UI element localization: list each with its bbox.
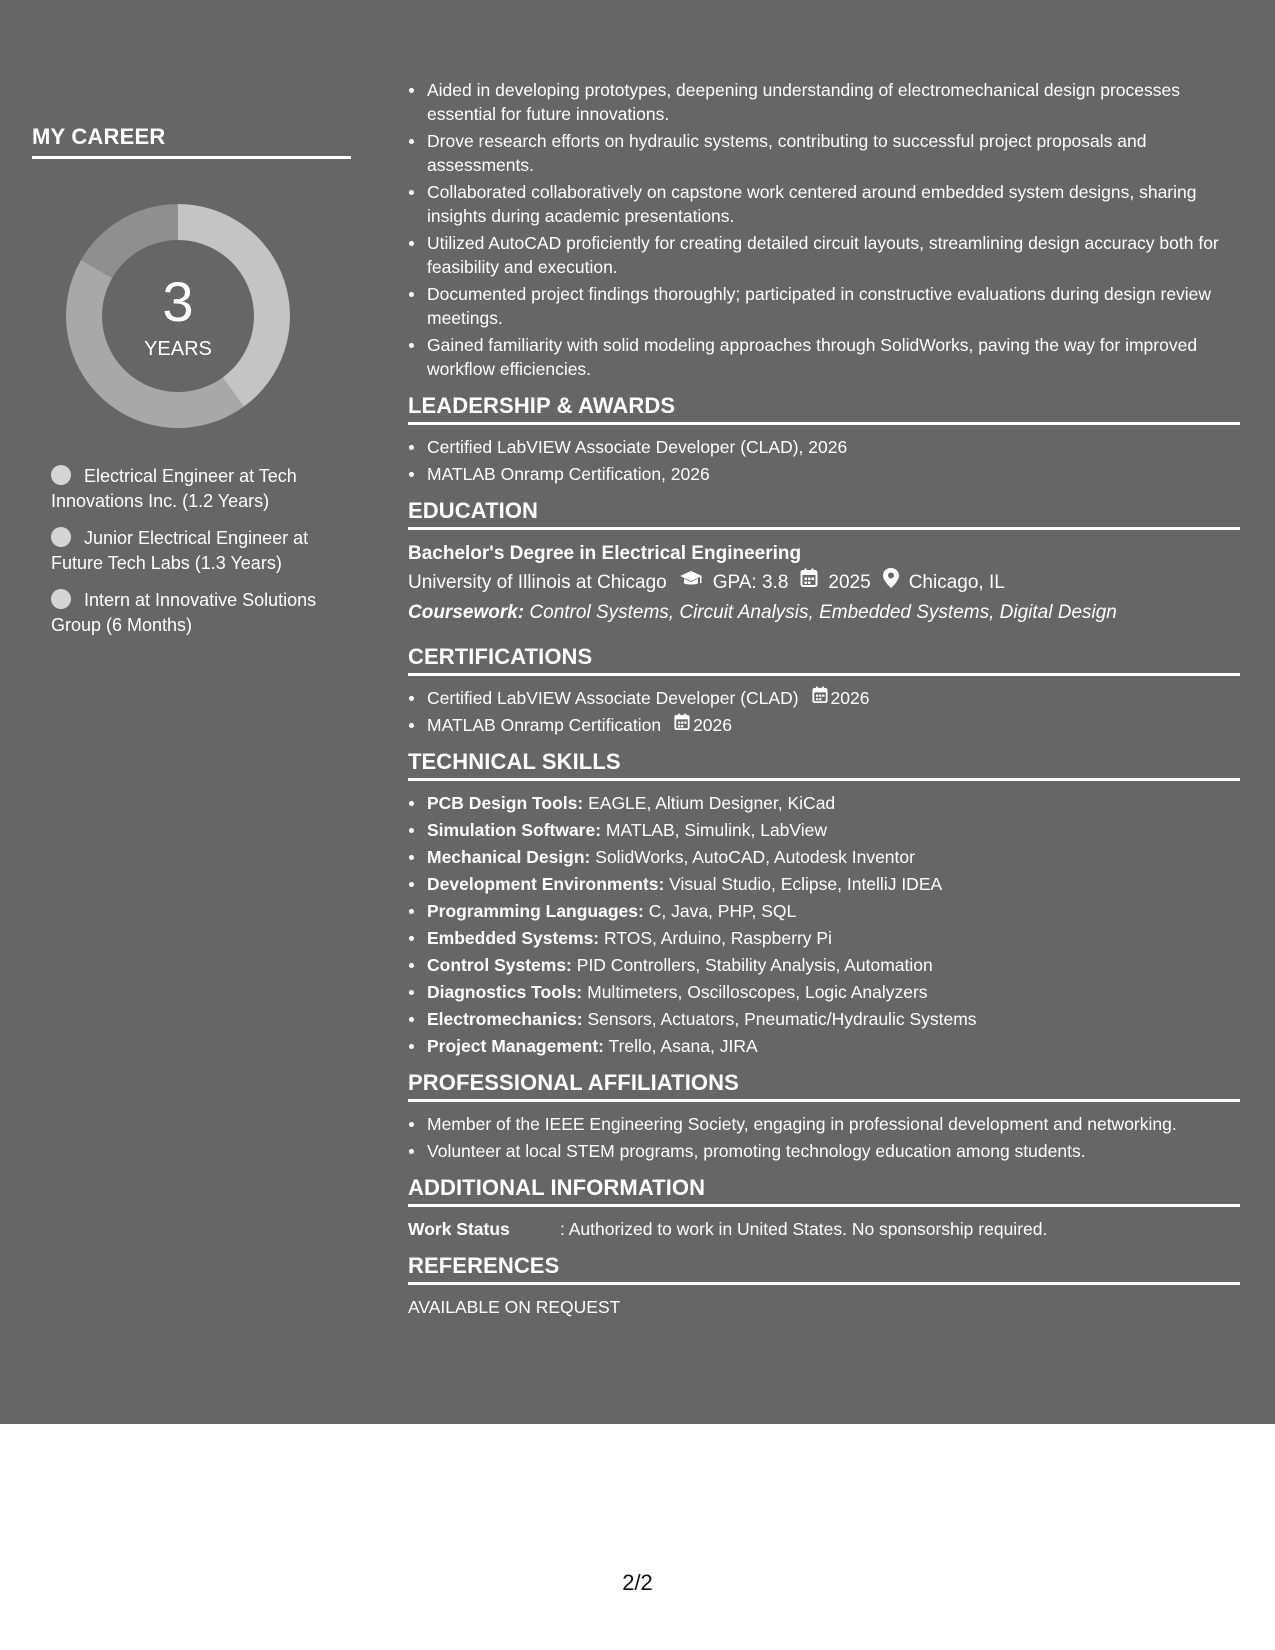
skill-label: Programming Languages: (427, 901, 644, 921)
career-item-text: Electrical Engineer at Tech Innovations Inc. (1.2 Years) (51, 466, 297, 511)
references-heading: REFERENCES (408, 1253, 1240, 1285)
education-degree: Bachelor's Degree in Electrical Engineering (408, 543, 802, 564)
skill-label: Diagnostics Tools: (427, 982, 583, 1002)
experience-bullet: Documented project findings thoroughly; participated in constructive evaluations during design review meetings. (408, 282, 1240, 330)
career-item-text: Intern at Innovative Solutions Group (6 Months) (51, 590, 317, 635)
education-details (408, 568, 1240, 598)
page-number: 2/2 (622, 1570, 653, 1595)
career-list (51, 464, 341, 650)
work-status-label: Work Status (408, 1219, 510, 1239)
skills-heading: TECHNICAL SKILLS (408, 749, 1240, 781)
skill-label: Electromechanics: (427, 1009, 583, 1029)
leadership-heading: LEADERSHIP & AWARDS (408, 393, 1240, 425)
education-coursework (408, 598, 1240, 628)
skill-item (408, 845, 1240, 869)
main-content (408, 78, 1240, 1319)
career-years-label: YEARS (144, 338, 212, 360)
skill-value: Visual Studio, Eclipse, IntelliJ IDEA (669, 874, 943, 894)
skill-label: Development Environments: (427, 874, 665, 894)
education-location: Chicago, IL (908, 572, 1005, 593)
experience-bullet: Utilized AutoCAD proficiently for creating detailed circuit layouts, streamlining design accuracy both for feasibility and execution. (408, 231, 1240, 279)
affiliations-heading: PROFESSIONAL AFFILIATIONS (408, 1070, 1240, 1102)
experience-bullet: Gained familiarity with solid modeling approaches through SolidWorks, paving the way for improved workflow efficiencies. (408, 333, 1240, 381)
skill-label: Embedded Systems: (427, 928, 600, 948)
skill-item (408, 1007, 1240, 1031)
skill-value: Trello, Asana, JIRA (608, 1036, 758, 1056)
experience-bullet: Collaborated collaboratively on capstone work centered around embedded system designs, sharing insights during academic presentations. (408, 180, 1240, 228)
skill-value: Multimeters, Oscilloscopes, Logic Analyzers (587, 982, 928, 1002)
education-gpa: GPA: 3.8 (712, 572, 789, 593)
career-item (51, 464, 341, 514)
skill-value: EAGLE, Altium Designer, KiCad (588, 793, 836, 813)
additional-heading: ADDITIONAL INFORMATION (408, 1175, 1240, 1207)
career-years-number: 3 (162, 270, 194, 333)
skill-item (408, 872, 1240, 896)
certification-year: 2026 (830, 688, 870, 708)
career-item (51, 526, 341, 576)
skill-label: Simulation Software: (427, 820, 602, 840)
experience-bullet: Drove research efforts on hydraulic systems, contributing to successful project proposals and assessments. (408, 129, 1240, 177)
calendar-icon (800, 568, 818, 598)
graduation-cap-icon (679, 568, 703, 598)
certifications-list (408, 686, 1240, 737)
certification-name: Certified LabVIEW Associate Developer (CLAD) (427, 688, 799, 708)
bullet-dot-icon (51, 589, 71, 609)
references-text: AVAILABLE ON REQUEST (408, 1297, 621, 1317)
career-item (51, 588, 341, 638)
leadership-item: Certified LabVIEW Associate Developer (CLAD), 2026 (408, 435, 1240, 459)
leadership-list (408, 435, 1240, 486)
leadership-item: MATLAB Onramp Certification, 2026 (408, 462, 1240, 486)
skill-label: PCB Design Tools: (427, 793, 584, 813)
map-pin-icon (883, 568, 899, 598)
affiliation-item: Volunteer at local STEM programs, promoting technology education among students. (408, 1139, 1240, 1163)
skill-item (408, 926, 1240, 950)
certification-item (408, 686, 1240, 710)
skill-value: RTOS, Arduino, Raspberry Pi (604, 928, 832, 948)
career-sidebar (32, 124, 351, 635)
career-heading: MY CAREER (32, 124, 351, 159)
skill-item (408, 1034, 1240, 1058)
skill-value: C, Java, PHP, SQL (648, 901, 797, 921)
experience-bullets (408, 78, 1240, 381)
affiliations-list (408, 1112, 1240, 1163)
coursework-value: Control Systems, Circuit Analysis, Embedded Systems, Digital Design (529, 602, 1117, 623)
career-donut-chart (66, 204, 290, 428)
skill-value: MATLAB, Simulink, LabView (605, 820, 828, 840)
certification-name: MATLAB Onramp Certification (427, 715, 662, 735)
affiliation-item: Member of the IEEE Engineering Society, engaging in professional development and networking. (408, 1112, 1240, 1136)
experience-bullet: Aided in developing prototypes, deepening understanding of electromechanical design processes essential for future innovations. (408, 78, 1240, 126)
bullet-dot-icon (51, 527, 71, 547)
work-status (408, 1217, 1240, 1241)
donut-segment-2 (81, 204, 178, 278)
coursework-label: Coursework: (408, 602, 525, 623)
skill-item (408, 791, 1240, 815)
work-status-value: : Authorized to work in United States. No sponsorship required. (560, 1219, 1048, 1239)
education-heading: EDUCATION (408, 498, 1240, 530)
skill-value: PID Controllers, Stability Analysis, Automation (576, 955, 933, 975)
calendar-icon (812, 686, 828, 710)
skill-item (408, 899, 1240, 923)
certifications-heading: CERTIFICATIONS (408, 644, 1240, 676)
skill-item (408, 818, 1240, 842)
education-year: 2025 (828, 572, 871, 593)
skill-item (408, 980, 1240, 1004)
skill-value: SolidWorks, AutoCAD, Autodesk Inventor (595, 847, 915, 867)
bullet-dot-icon (51, 465, 71, 485)
career-item-text: Junior Electrical Engineer at Future Tech Labs (1.3 Years) (51, 528, 309, 573)
skills-list (408, 791, 1240, 1058)
skill-value: Sensors, Actuators, Pneumatic/Hydraulic Systems (587, 1009, 977, 1029)
skill-label: Mechanical Design: (427, 847, 591, 867)
skill-item (408, 953, 1240, 977)
certification-item (408, 713, 1240, 737)
certification-year: 2026 (693, 715, 732, 735)
calendar-icon (674, 713, 690, 737)
skill-label: Control Systems: (427, 955, 572, 975)
education-school: University of Illinois at Chicago (408, 572, 667, 593)
skill-label: Project Management: (427, 1036, 604, 1056)
